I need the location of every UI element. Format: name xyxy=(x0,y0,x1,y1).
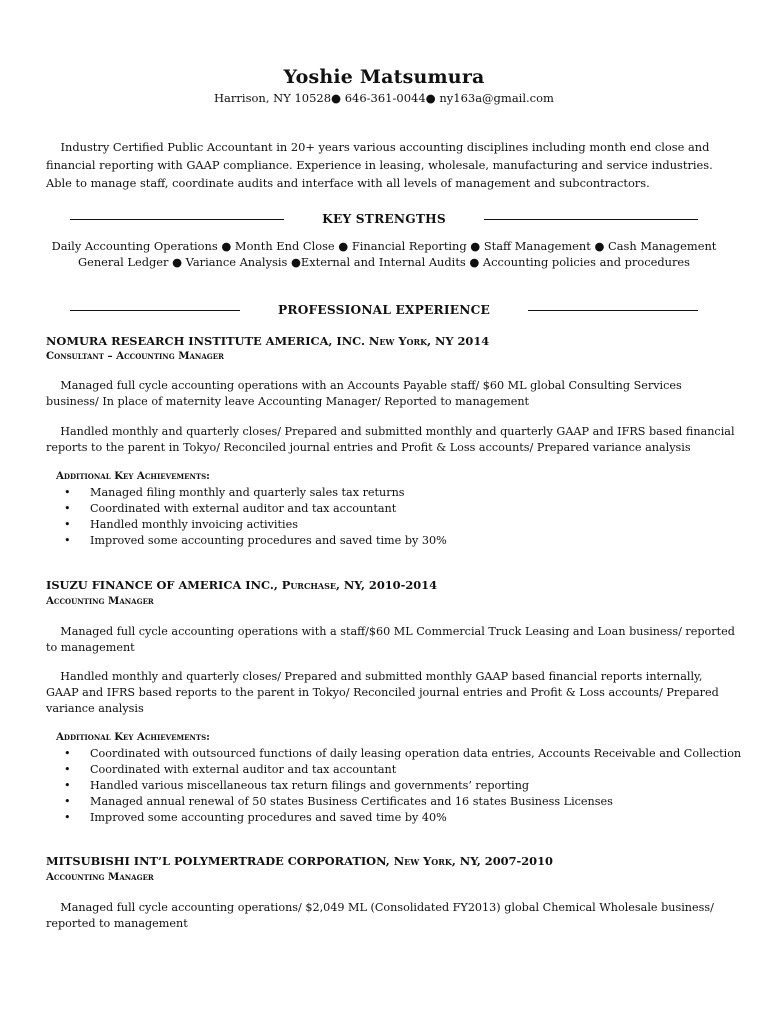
list-item: • Improved some accounting procedures and saved time by 30% xyxy=(62,533,447,549)
job-1-achievements-list xyxy=(62,485,447,549)
list-item: • Managed filing monthly and quarterly sales tax returns xyxy=(62,485,447,501)
job-3-header xyxy=(46,854,736,869)
job-3-company: MITSUBISHI INT’L POLYMERTRADE CORPORATION, xyxy=(46,854,390,868)
divider-left xyxy=(70,310,240,311)
job-1-role: Consultant – Accounting Manager xyxy=(46,350,224,362)
list-item: • Coordinated with external auditor and tax accountant xyxy=(62,501,447,517)
strengths-line-1: Daily Accounting Operations ● Month End Close ● Financial Reporting ● Staff Management ● Cash Management xyxy=(51,239,717,253)
job-2-header xyxy=(46,578,736,593)
key-strengths-title: KEY STRENGTHS xyxy=(322,212,446,226)
strengths-line-2: General Ledger ● Variance Analysis ●External and Internal Audits ● Accounting policies and procedures xyxy=(77,255,690,269)
key-strengths-header xyxy=(70,210,698,228)
list-item: • Improved some accounting procedures and saved time by 40% xyxy=(62,810,741,826)
job-1-location: New York, NY 2014 xyxy=(368,334,490,348)
contact-line: Harrison, NY 10528● 646-361-0044● ny163a@gmail.com xyxy=(214,91,554,105)
job-1-company: NOMURA RESEARCH INSTITUTE AMERICA, INC. xyxy=(46,334,365,348)
list-item: • Handled various miscellaneous tax return filings and governments’ reporting xyxy=(62,778,741,794)
job-2-paragraph-2 xyxy=(46,669,736,716)
experience-header xyxy=(70,301,698,319)
job-2-achievements-label: Additional Key Achievements: xyxy=(56,731,210,743)
summary-paragraph xyxy=(46,138,730,192)
experience-title: PROFESSIONAL EXPERIENCE xyxy=(278,303,490,317)
job-3-location: New York, NY, 2007-2010 xyxy=(393,854,553,868)
job-1-achievements-label: Additional Key Achievements: xyxy=(56,470,210,482)
job-2-paragraph-1-text: Managed full cycle accounting operations with a staff/$60 ML Commercial Truck Leasing and Loan business/ reported to management xyxy=(46,625,735,654)
job-1-paragraph-1 xyxy=(46,378,736,410)
divider-right xyxy=(528,310,698,311)
job-1-header xyxy=(46,334,736,349)
list-item: • Coordinated with external auditor and tax accountant xyxy=(62,762,741,778)
candidate-name: Yoshie Matsumura xyxy=(283,66,485,88)
divider-right xyxy=(484,219,698,220)
list-item: • Coordinated with outsourced functions of daily leasing operation data entries, Accounts Receivable and Collection xyxy=(62,746,741,762)
job-2-achievements-list xyxy=(62,746,741,826)
job-3-role: Accounting Manager xyxy=(46,871,154,883)
job-2-paragraph-2-text: Handled monthly and quarterly closes/ Prepared and submitted monthly GAAP based financial reports internally, GAAP and IFRS based reports to the parent in Tokyo/ Reconciled journal entries and Profit & Loss accounts/ Prepared variance analysis xyxy=(46,670,719,715)
job-2-location: Purchase, NY, 2010-2014 xyxy=(281,578,438,592)
key-strengths-list xyxy=(0,238,768,270)
job-1-paragraph-2-text: Handled monthly and quarterly closes/ Prepared and submitted monthly and quarterly GAAP and IFRS based financial reports to the parent in Tokyo/ Reconciled journal entries and Profit & Loss accounts/ Prepared variance analysis xyxy=(46,425,735,454)
summary-text: Industry Certified Public Accountant in 20+ years various accounting disciplines including month end close and financial reporting with GAAP compliance. Experience in leasing, wholesale, manufacturing and service industries. Able to manage staff, coordinate audits and interface with all levels of management and subcontractors. xyxy=(46,140,713,190)
job-3-paragraph-1 xyxy=(46,900,736,932)
job-3-paragraph-1-text: Managed full cycle accounting operations/ $2,049 ML (Consolidated FY2013) global Chemical Wholesale business/ reported to management xyxy=(46,901,714,930)
job-2-paragraph-1 xyxy=(46,624,736,656)
list-item: • Handled monthly invoicing activities xyxy=(62,517,447,533)
job-1-paragraph-2 xyxy=(46,424,736,456)
job-1-paragraph-1-text: Managed full cycle accounting operations with an Accounts Payable staff/ $60 ML global Consulting Services business/ In place of maternity leave Accounting Manager/ Reported to management xyxy=(46,379,682,408)
divider-left xyxy=(70,219,284,220)
list-item: • Managed annual renewal of 50 states Business Certificates and 16 states Business Licenses xyxy=(62,794,741,810)
job-2-role: Accounting Manager xyxy=(46,595,154,607)
job-2-company: ISUZU FINANCE OF AMERICA INC., xyxy=(46,578,278,592)
